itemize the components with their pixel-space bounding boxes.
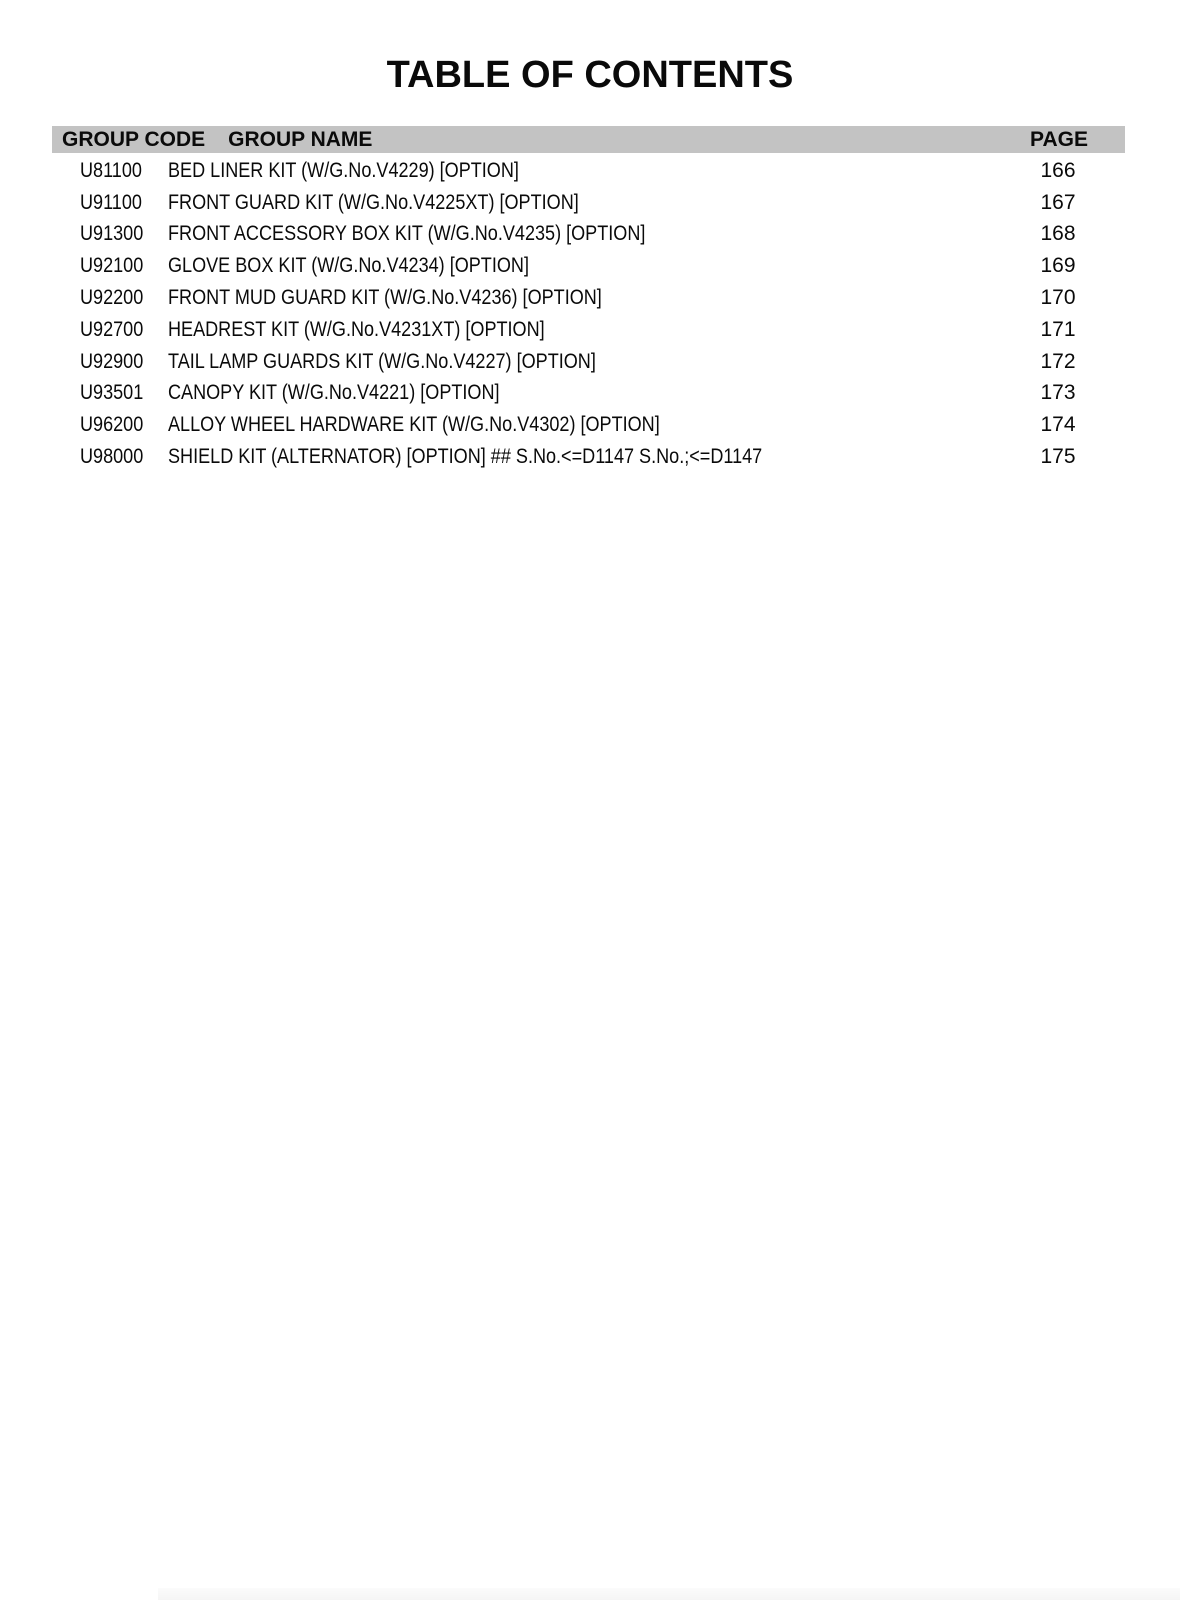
group-code-cell: U92200 bbox=[80, 286, 144, 310]
table-row bbox=[52, 409, 1125, 441]
table-row bbox=[52, 155, 1125, 187]
group-name-cell: HEADREST KIT (W/G.No.V4231XT) [OPTION] bbox=[168, 317, 545, 341]
column-header-group-name: GROUP NAME bbox=[228, 127, 373, 151]
group-name-cell: GLOVE BOX KIT (W/G.No.V4234) [OPTION] bbox=[168, 254, 529, 278]
group-name-cell: CANOPY KIT (W/G.No.V4221) [OPTION] bbox=[168, 381, 500, 405]
group-code-cell: U92100 bbox=[80, 254, 144, 278]
table-row bbox=[52, 187, 1125, 219]
page-number-cell: 169 bbox=[1040, 254, 1076, 278]
page-number-cell: 168 bbox=[1040, 222, 1076, 246]
column-header-group-code: GROUP CODE bbox=[62, 127, 206, 151]
page-number-cell: 166 bbox=[1040, 158, 1076, 182]
table-row bbox=[52, 378, 1125, 410]
group-code-cell: U96200 bbox=[80, 413, 144, 437]
group-code-cell: U93501 bbox=[80, 381, 144, 405]
group-name-cell: BED LINER KIT (W/G.No.V4229) [OPTION] bbox=[168, 158, 519, 182]
group-code-cell: U92900 bbox=[80, 349, 144, 373]
column-header-page: PAGE bbox=[1030, 127, 1088, 151]
page-number-cell: 171 bbox=[1040, 317, 1076, 341]
table-row bbox=[52, 219, 1125, 251]
page-title: TABLE OF CONTENTS bbox=[386, 54, 794, 96]
table-row bbox=[52, 346, 1125, 378]
group-code-cell: U81100 bbox=[80, 158, 142, 182]
scan-artifact bbox=[158, 1588, 1180, 1600]
table-row bbox=[52, 250, 1125, 282]
page-number-cell: 174 bbox=[1040, 413, 1076, 437]
page-number-cell: 175 bbox=[1040, 445, 1076, 469]
group-name-cell: ALLOY WHEEL HARDWARE KIT (W/G.No.V4302) [OPTION] bbox=[168, 413, 660, 437]
toc-table bbox=[52, 126, 1125, 473]
toc-rows bbox=[52, 155, 1125, 473]
table-header-row bbox=[52, 126, 1125, 153]
page-number-cell: 170 bbox=[1040, 286, 1076, 310]
page-number-cell: 167 bbox=[1040, 190, 1076, 214]
group-name-cell: FRONT MUD GUARD KIT (W/G.No.V4236) [OPTION] bbox=[168, 286, 602, 310]
group-name-cell: FRONT ACCESSORY BOX KIT (W/G.No.V4235) [OPTION] bbox=[168, 222, 646, 246]
table-row bbox=[52, 282, 1125, 314]
group-name-cell: SHIELD KIT (ALTERNATOR) [OPTION] ## S.No.<=D1147 S.No.;<=D1147 bbox=[168, 445, 763, 469]
group-code-cell: U98000 bbox=[80, 445, 144, 469]
page-number-cell: 173 bbox=[1040, 381, 1076, 405]
group-name-cell: TAIL LAMP GUARDS KIT (W/G.No.V4227) [OPTION] bbox=[168, 349, 596, 373]
table-row bbox=[52, 314, 1125, 346]
group-code-cell: U91300 bbox=[80, 222, 144, 246]
group-code-cell: U92700 bbox=[80, 317, 144, 341]
group-code-cell: U91100 bbox=[80, 190, 142, 214]
table-row bbox=[52, 441, 1125, 473]
page-number-cell: 172 bbox=[1040, 349, 1076, 373]
group-name-cell: FRONT GUARD KIT (W/G.No.V4225XT) [OPTION] bbox=[168, 190, 579, 214]
